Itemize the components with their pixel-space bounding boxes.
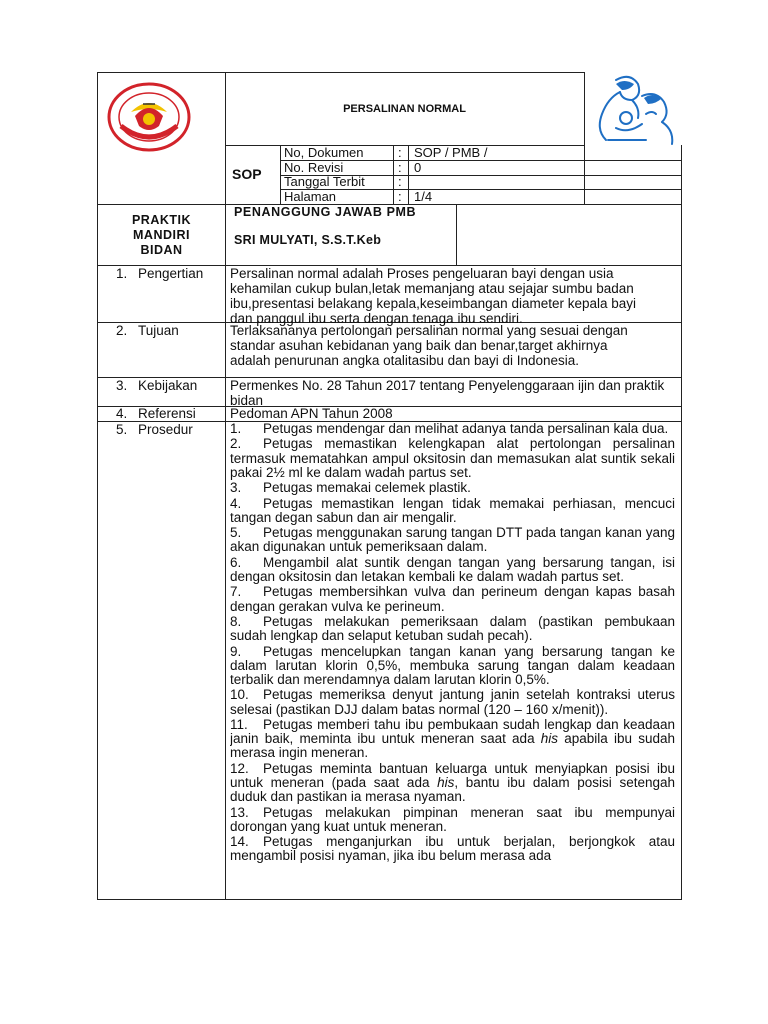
step-number: 13. (230, 804, 249, 820)
procedure-step (230, 718, 675, 761)
page-title: PERSALINAN NORMAL (343, 103, 466, 115)
ibi-logo (107, 82, 191, 152)
step-text: Petugas memakai celemek plastik. (263, 480, 471, 496)
procedure-step (230, 806, 675, 834)
meta-sep: : (398, 189, 402, 204)
procedure-step (230, 835, 675, 863)
procedure-steps (230, 422, 675, 898)
procedure-step (230, 556, 675, 584)
step-text: Petugas mencelupkan tangan kanan yang bersarung tangan ke dalam larutan klorin 0,5%, membuka sarung tangan dalam keadaan terbalik dan merendamnya dalam larutan klorin 0,5%. (230, 643, 675, 687)
praktik-line: MANDIRI (133, 228, 190, 242)
praktik-line: PRAKTIK (131, 213, 192, 227)
step-number: 4. (230, 495, 242, 511)
meta-label-no-revisi: No. Revisi (284, 160, 344, 175)
procedure-step (230, 762, 675, 805)
meta-label-halaman: Halaman (284, 189, 337, 204)
procedure-step (230, 497, 675, 525)
section-label: Pengertian (138, 266, 204, 281)
step-number: 6. (230, 554, 242, 570)
step-number: 8. (230, 613, 242, 629)
section-number: 3. (116, 378, 128, 393)
meta-sep: : (398, 145, 402, 160)
step-text: Petugas melakukan pimpinan meneran saat ibu mempunyai dorongan yang kuat untuk meneran. (230, 804, 675, 834)
procedure-step (230, 645, 675, 688)
section-number: 5. (116, 422, 128, 437)
procedure-step (230, 688, 675, 716)
step-text: Petugas membersihkan vulva dan perineum dengan kapas basah dengan gerakan vulva ke perineum. (230, 584, 675, 614)
step-number: 11. (230, 716, 248, 732)
penanggung-jawab-heading: PENANGGUNG JAWAB PMB (234, 205, 417, 219)
section-number: 2. (116, 323, 128, 338)
step-text: Petugas memastikan lengan tidak memakai perhiasan, mencuci tangan degan sabun dan air mengalir. (230, 495, 675, 525)
step-emphasis: his (437, 774, 455, 790)
section-number: 4. (116, 406, 128, 421)
step-number: 9. (230, 643, 242, 659)
step-number: 1. (230, 422, 242, 436)
mother-child-illustration (586, 74, 678, 146)
sop-label: SOP (232, 166, 262, 182)
section-text: Persalinan normal adalah Proses pengeluaran bayi dengan usia kehamilan cukup bulan,letak memanjang atau sejajar sumbu badan ibu,presentasi belakang kepala,keseimbangan diameter kepala bayi dan panggul ibu serta dengan tenaga ibu sendiri. (230, 266, 637, 327)
step-text: Petugas memeriksa denyut jantung janin setelah kontraksi uterus selesai (pastikan DJJ dalam batas normal (120 – 160 x/menit)). (230, 687, 675, 717)
step-number: 5. (230, 525, 242, 541)
step-text: Petugas menggunakan sarung tangan DTT pada tangan kanan yang akan digunakan untuk pemeriksaan dalam. (230, 525, 675, 555)
section-text: Terlaksananya pertolongan persalinan normal yang sesuai dengan standar asuhan kebidanan yang baik dan benar,target akhirnya adalah penurunan angka otalitasibu dan bayi di Indonesia. (230, 323, 628, 369)
praktik-line: BIDAN (140, 243, 183, 257)
procedure-step (230, 585, 675, 613)
meta-sep: : (398, 160, 402, 175)
procedure-step (230, 422, 675, 436)
step-text: Petugas memastikan kelengkapan alat pertolongan persalinan termasuk mematahkan ampul oksitosin dan memasukan alat suntik sekali pakai 2½ ml ke dalam wadah partus set. (230, 436, 675, 480)
procedure-step (230, 615, 675, 643)
praktik-mandiri-bidan (98, 213, 225, 258)
step-text: Petugas mendengar dan melihat adanya tanda persalinan kala dua. (263, 422, 669, 436)
step-number: 3. (230, 480, 242, 496)
meta-sep: : (398, 174, 402, 189)
step-number: 7. (230, 584, 242, 600)
step-text: , bantu ibu dalam posisi setengah duduk dan pastikan ia merasa nyaman. (230, 774, 675, 805)
step-text: Petugas meminta bantuan keluarga untuk menyiapkan posisi ibu untuk meneran (pada saat ada (230, 760, 675, 790)
procedure-step (230, 481, 675, 495)
procedure-step (230, 526, 675, 554)
step-number: 2. (230, 436, 242, 452)
procedure-step (230, 437, 675, 480)
section-label: Prosedur (138, 422, 193, 437)
step-text: Mengambil alat suntik dengan tangan yang bersarung tangan, isi dengan oksitosin dan letakan kembali ke dalam wadah partus set. (230, 554, 675, 584)
step-text: apabila ibu sudah merasa ingin meneran. (230, 731, 675, 761)
section-text: Pedoman APN Tahun 2008 (230, 406, 393, 421)
step-text: Petugas melakukan pemeriksaan dalam (pastikan pembukaan sudah lengkap dan selaput ketuban sudah pecah). (230, 613, 675, 644)
step-number: 14. (230, 834, 249, 850)
section-label: Tujuan (138, 323, 179, 338)
section-number: 1. (116, 266, 128, 281)
step-text: Petugas menganjurkan ibu untuk berjalan, berjongkok atau mengambil posisi nyaman, jika ibu belum merasa ada (230, 834, 675, 864)
penanggung-jawab-name: SRI MULYATI, S.S.T.Keb (234, 233, 382, 247)
meta-label-no-dokumen: No, Dokumen (284, 145, 364, 160)
meta-value-no-dokumen: SOP / PMB / (414, 145, 488, 160)
step-number: 10. (230, 687, 249, 703)
section-label: Referensi (138, 406, 196, 421)
section-label: Kebijakan (138, 378, 198, 393)
meta-label-tanggal-terbit: Tanggal Terbit (284, 174, 365, 189)
meta-value-halaman: 1/4 (414, 189, 433, 204)
step-emphasis: his (540, 731, 559, 747)
step-number: 12. (230, 760, 249, 776)
section-text: Permenkes No. 28 Tahun 2017 tentang Penyelenggaraan ijin dan praktik bidan (230, 378, 665, 409)
step-text: Petugas memberi tahu ibu pembukaan sudah lengkap dan keadaan janin baik, meminta ibu untuk meneran saat ada (230, 716, 675, 747)
meta-value-no-revisi: 0 (414, 160, 422, 175)
